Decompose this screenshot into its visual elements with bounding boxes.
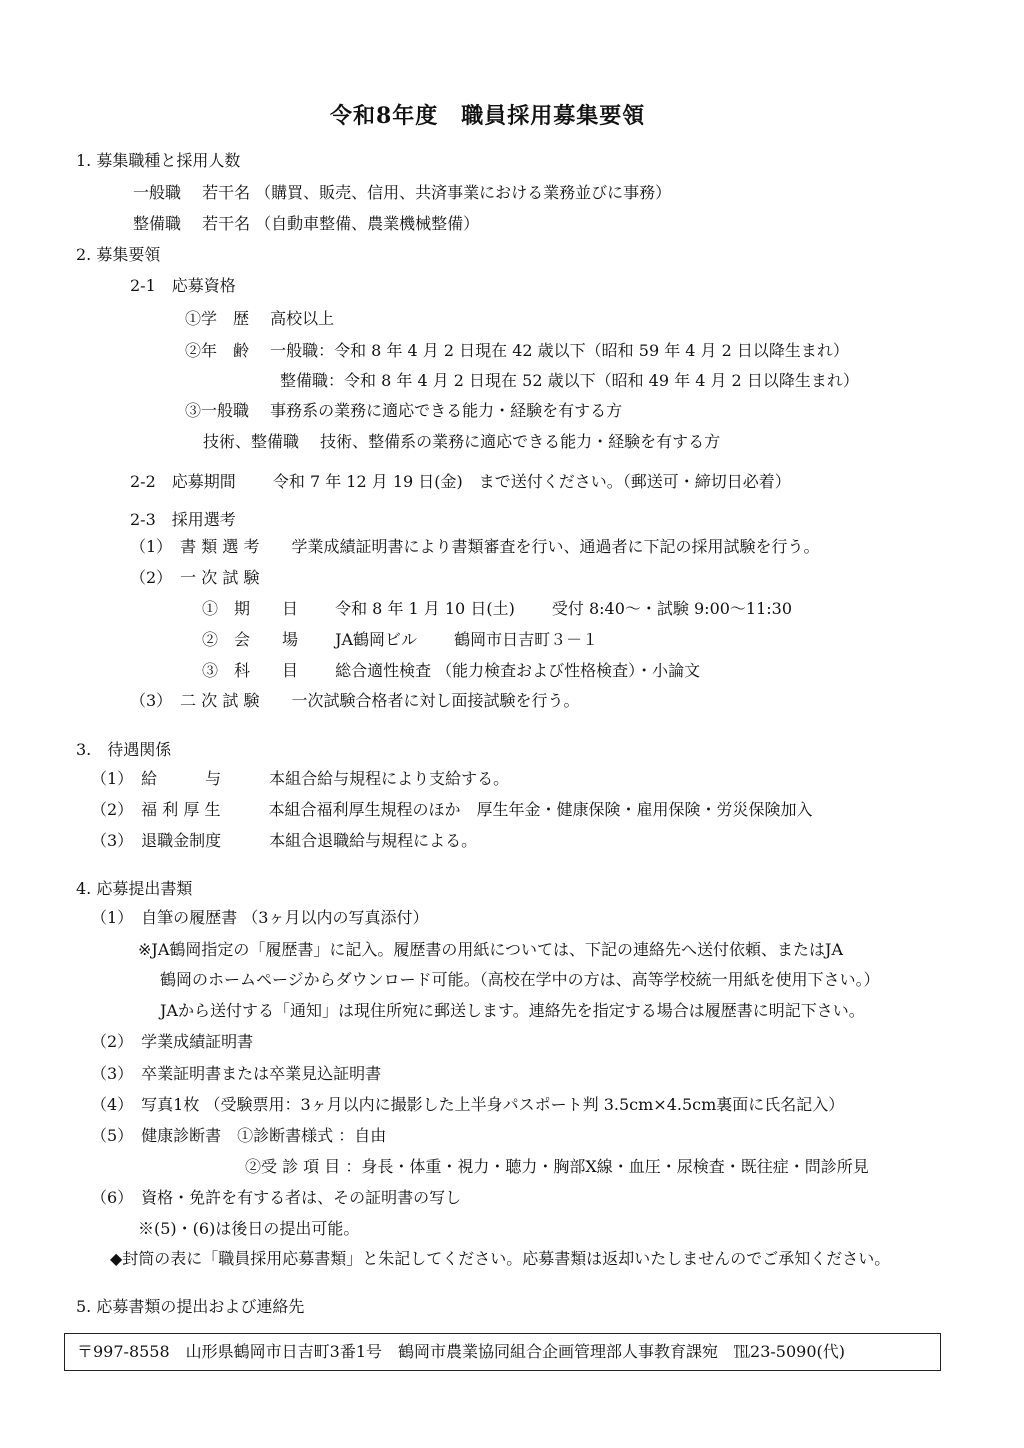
- req-skill-general: ③一般職 事務系の業務に適応できる能力・経験を有する方: [185, 401, 623, 420]
- exam-date: ① 期 日 令和 8 年 1 月 10 日(土) 受付 8:40～・試験 9:00～11:30: [202, 599, 793, 618]
- req-age-maintenance: 整備職：令和 8 年 4 月 2 日現在 52 歳以下（昭和 49 年 4 月 2 日以降生まれ）: [280, 371, 859, 390]
- exam-subject: ③ 科 目 総合適性検査 （能力検査および性格検査）・小論文: [202, 661, 701, 680]
- sub-2-1: 2-1 応募資格: [130, 276, 236, 295]
- sub-2-3: 2-3 採用選考: [130, 510, 236, 529]
- doc-photo: （4） 写真1枚 （受験票用：3ヶ月以内に撮影した上半身パスポート判 3.5cm×4.5cm裏面に氏名記入）: [91, 1095, 845, 1114]
- resume-note-1: ※JA鶴岡指定の「履歴書」に記入。履歴書の用紙については、下記の連絡先へ送付依頼、またはJA: [138, 940, 844, 959]
- resume-note-3: JAから送付する「通知」は現住所宛に郵送します。連絡先を指定する場合は履歴書に明記下さい。: [160, 1001, 865, 1020]
- section2-heading: 2. 募集要領: [76, 245, 161, 264]
- sub-2-2-period: 2-2 応募期間 令和 7 年 12 月 19 日(金) まで送付ください。（郵送可・締切日必着）: [130, 472, 791, 491]
- section3-heading: 3. 待遇関係: [76, 740, 172, 759]
- selection-first: （2） 一 次 試 験: [130, 568, 260, 587]
- resume-note-2: 鶴岡のホームページからダウンロード可能。（高校在学中の方は、高等学校統一用紙を使用下さい。）: [160, 970, 880, 989]
- benefit-retirement: （3） 退職金制度 本組合退職給与規程による。: [91, 831, 478, 850]
- exam-place: ② 会 場 JA鶴岡ビル 鶴岡市日吉町３－１: [202, 630, 599, 649]
- job-maintenance: 整備職 若干名 （自動車整備、農業機械整備）: [133, 214, 480, 233]
- contact-box: [64, 1333, 941, 1371]
- contact-address: 〒997-8558 山形県鶴岡市日吉町3番1号 鶴岡市農業協同組合企画管理部人事教育課宛 ℡23-5090(代): [77, 1342, 845, 1361]
- envelope-note: ◆封筒の表に「職員採用応募書類」と朱記してください。応募書類は返却いたしませんのでご承知ください。: [110, 1249, 891, 1268]
- doc-later-note: ※(5)・(6)は後日の提出可能。: [138, 1219, 360, 1238]
- doc-graduation: （3） 卒業証明書または卒業見込証明書: [91, 1064, 382, 1083]
- doc-license: （6） 資格・免許を有する者は、その証明書の写し: [91, 1188, 462, 1207]
- req-skill-technical: 技術、整備職 技術、整備系の業務に適応できる能力・経験を有する方: [203, 432, 721, 451]
- section1-heading: 1. 募集職種と採用人数: [76, 151, 241, 170]
- job-general: 一般職 若干名 （購買、販売、信用、共済事業における業務並びに事務）: [133, 183, 672, 202]
- section5-heading: 5. 応募書類の提出および連絡先: [76, 1297, 305, 1316]
- doc-resume: （1） 自筆の履歴書 （3ヶ月以内の写真添付）: [91, 908, 429, 927]
- section4-heading: 4. 応募提出書類: [76, 879, 193, 898]
- selection-second: （3） 二 次 試 験 一次試験合格者に対し面接試験を行う。: [130, 691, 580, 710]
- page-title: 令和8年度 職員採用募集要領: [330, 103, 646, 129]
- req-education: ①学 歴 高校以上: [185, 309, 335, 328]
- doc-health: （5） 健康診断書 ①診断書様式 ：自由: [91, 1126, 387, 1145]
- benefit-salary: （1） 給 与 本組合給与規程により支給する。: [91, 769, 510, 788]
- doc-health-items: ②受 診 項 目 ：身長・体重・視力・聴力・胸部X線・血圧・尿検査・既往症・問診所見: [245, 1157, 869, 1176]
- selection-document: （1） 書 類 選 考 学業成績証明書により書類審査を行い、通過者に下記の採用試験を行う。: [130, 537, 820, 556]
- benefit-welfare: （2） 福 利 厚 生 本組合福利厚生規程のほか 厚生年金・健康保険・雇用保険・労災保険加入: [91, 800, 813, 819]
- req-age-general: ②年 齢 一般職：令和 8 年 4 月 2 日現在 42 歳以下（昭和 59 年 4 月 2 日以降生まれ）: [185, 341, 849, 360]
- doc-transcript: （2） 学業成績証明書: [91, 1032, 254, 1051]
